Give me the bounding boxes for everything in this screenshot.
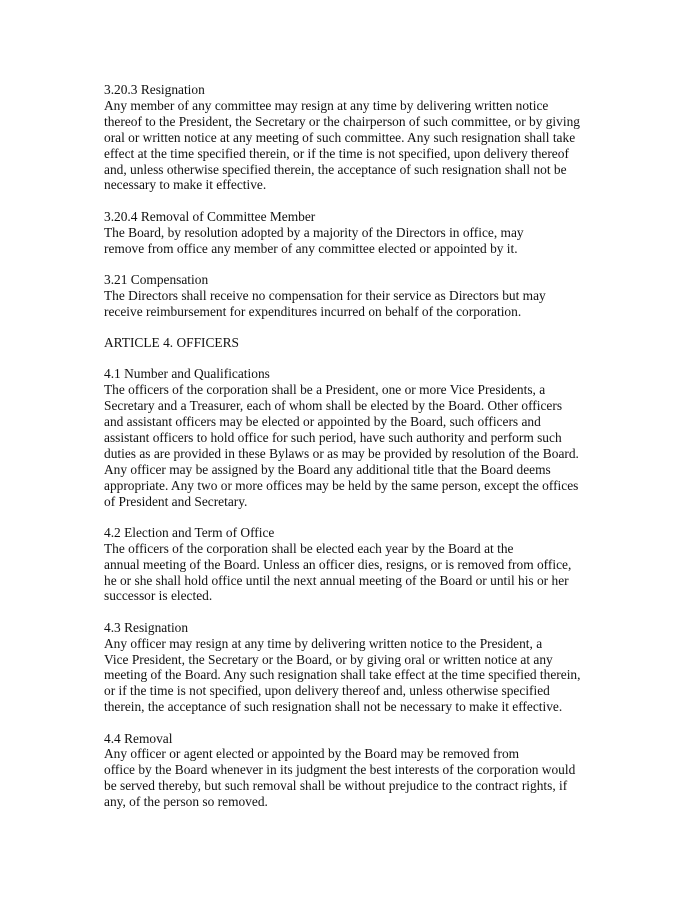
section-4-3-resignation: [104, 620, 604, 715]
section-heading: 4.1 Number and Qualifications: [104, 366, 270, 382]
body-line: or if the time is not specified, upon delivery thereof and, unless otherwise specified: [104, 683, 550, 699]
body-line: effect at the time specified therein, or if the time is not specified, upon delivery thereof: [104, 145, 569, 161]
body-line: assistant officers to hold office for such period, have such authority and perform such: [104, 429, 562, 445]
body-line: he or she shall hold office until the next annual meeting of the Board or until his or her: [104, 572, 569, 588]
section-4-4-removal: [104, 731, 604, 811]
body-line: therein, the acceptance of such resignation shall not be necessary to make it effective.: [104, 699, 563, 715]
body-line: Any officer may resign at any time by delivering written notice to the President, a: [104, 635, 543, 651]
body-line: The officers of the corporation shall be elected each year by the Board at the: [104, 540, 514, 556]
body-line: oral or written notice at any meeting of such committee. Any such resignation shall take: [104, 129, 576, 145]
section-3-20-3-resignation: [104, 82, 604, 193]
body-line: remove from office any member of any committee elected or appointed by it.: [104, 240, 518, 256]
body-line: any, of the person so removed.: [104, 794, 268, 810]
body-line: office by the Board whenever in its judgment the best interests of the corporation would: [104, 762, 576, 778]
body-line: of President and Secretary.: [104, 493, 248, 509]
body-line: duties as are provided in these Bylaws or as may be provided by resolution of the Board.: [104, 445, 579, 461]
body-line: be served thereby, but such removal shall be without prejudice to the contract rights, if: [104, 778, 568, 794]
section-3-20-4-removal-of-committee-member: [104, 209, 604, 257]
body-line: Secretary and a Treasurer, each of whom shall be elected by the Board. Other officers: [104, 398, 563, 414]
section-heading: 4.3 Resignation: [104, 619, 189, 635]
body-line: successor is elected.: [104, 588, 213, 604]
section-4-1-number-and-qualifications: [104, 366, 604, 509]
body-line: and, unless otherwise specified therein, the acceptance of such resignation shall not be: [104, 161, 567, 177]
body-line: Vice President, the Secretary or the Board, or by giving oral or written notice at any: [104, 651, 553, 667]
article-4-officers: [104, 335, 604, 351]
article-heading: ARTICLE 4. OFFICERS: [104, 334, 239, 350]
body-line: meeting of the Board. Any such resignation shall take effect at the time specified therein,: [104, 667, 581, 683]
body-line: receive reimbursement for expenditures incurred on behalf of the corporation.: [104, 303, 522, 319]
body-line: Any officer or agent elected or appointed by the Board may be removed from: [104, 746, 520, 762]
body-line: The Board, by resolution adopted by a majority of the Directors in office, may: [104, 224, 524, 240]
section-heading: 4.4 Removal: [104, 730, 173, 746]
section-4-2-election-and-term-of-office: [104, 525, 604, 605]
document-page: [104, 82, 604, 825]
section-3-21-compensation: [104, 272, 604, 320]
section-heading: 3.21 Compensation: [104, 271, 209, 287]
body-line: The officers of the corporation shall be a President, one or more Vice Presidents, a: [104, 382, 546, 398]
section-heading: 3.20.3 Resignation: [104, 82, 205, 97]
body-line: Any member of any committee may resign at any time by delivering written notice: [104, 97, 549, 113]
body-line: appropriate. Any two or more offices may be held by the same person, except the offices: [104, 477, 579, 493]
body-line: Any officer may be assigned by the Board any additional title that the Board deems: [104, 461, 551, 477]
body-line: necessary to make it effective.: [104, 177, 267, 193]
body-line: and assistant officers may be elected or appointed by the Board, such officers and: [104, 413, 541, 429]
body-line: thereof to the President, the Secretary or the chairperson of such committee, or by giving: [104, 113, 580, 129]
body-line: annual meeting of the Board. Unless an officer dies, resigns, or is removed from office,: [104, 556, 572, 572]
section-heading: 4.2 Election and Term of Office: [104, 524, 275, 540]
body-line: The Directors shall receive no compensation for their service as Directors but may: [104, 287, 546, 303]
section-heading: 3.20.4 Removal of Committee Member: [104, 208, 316, 224]
